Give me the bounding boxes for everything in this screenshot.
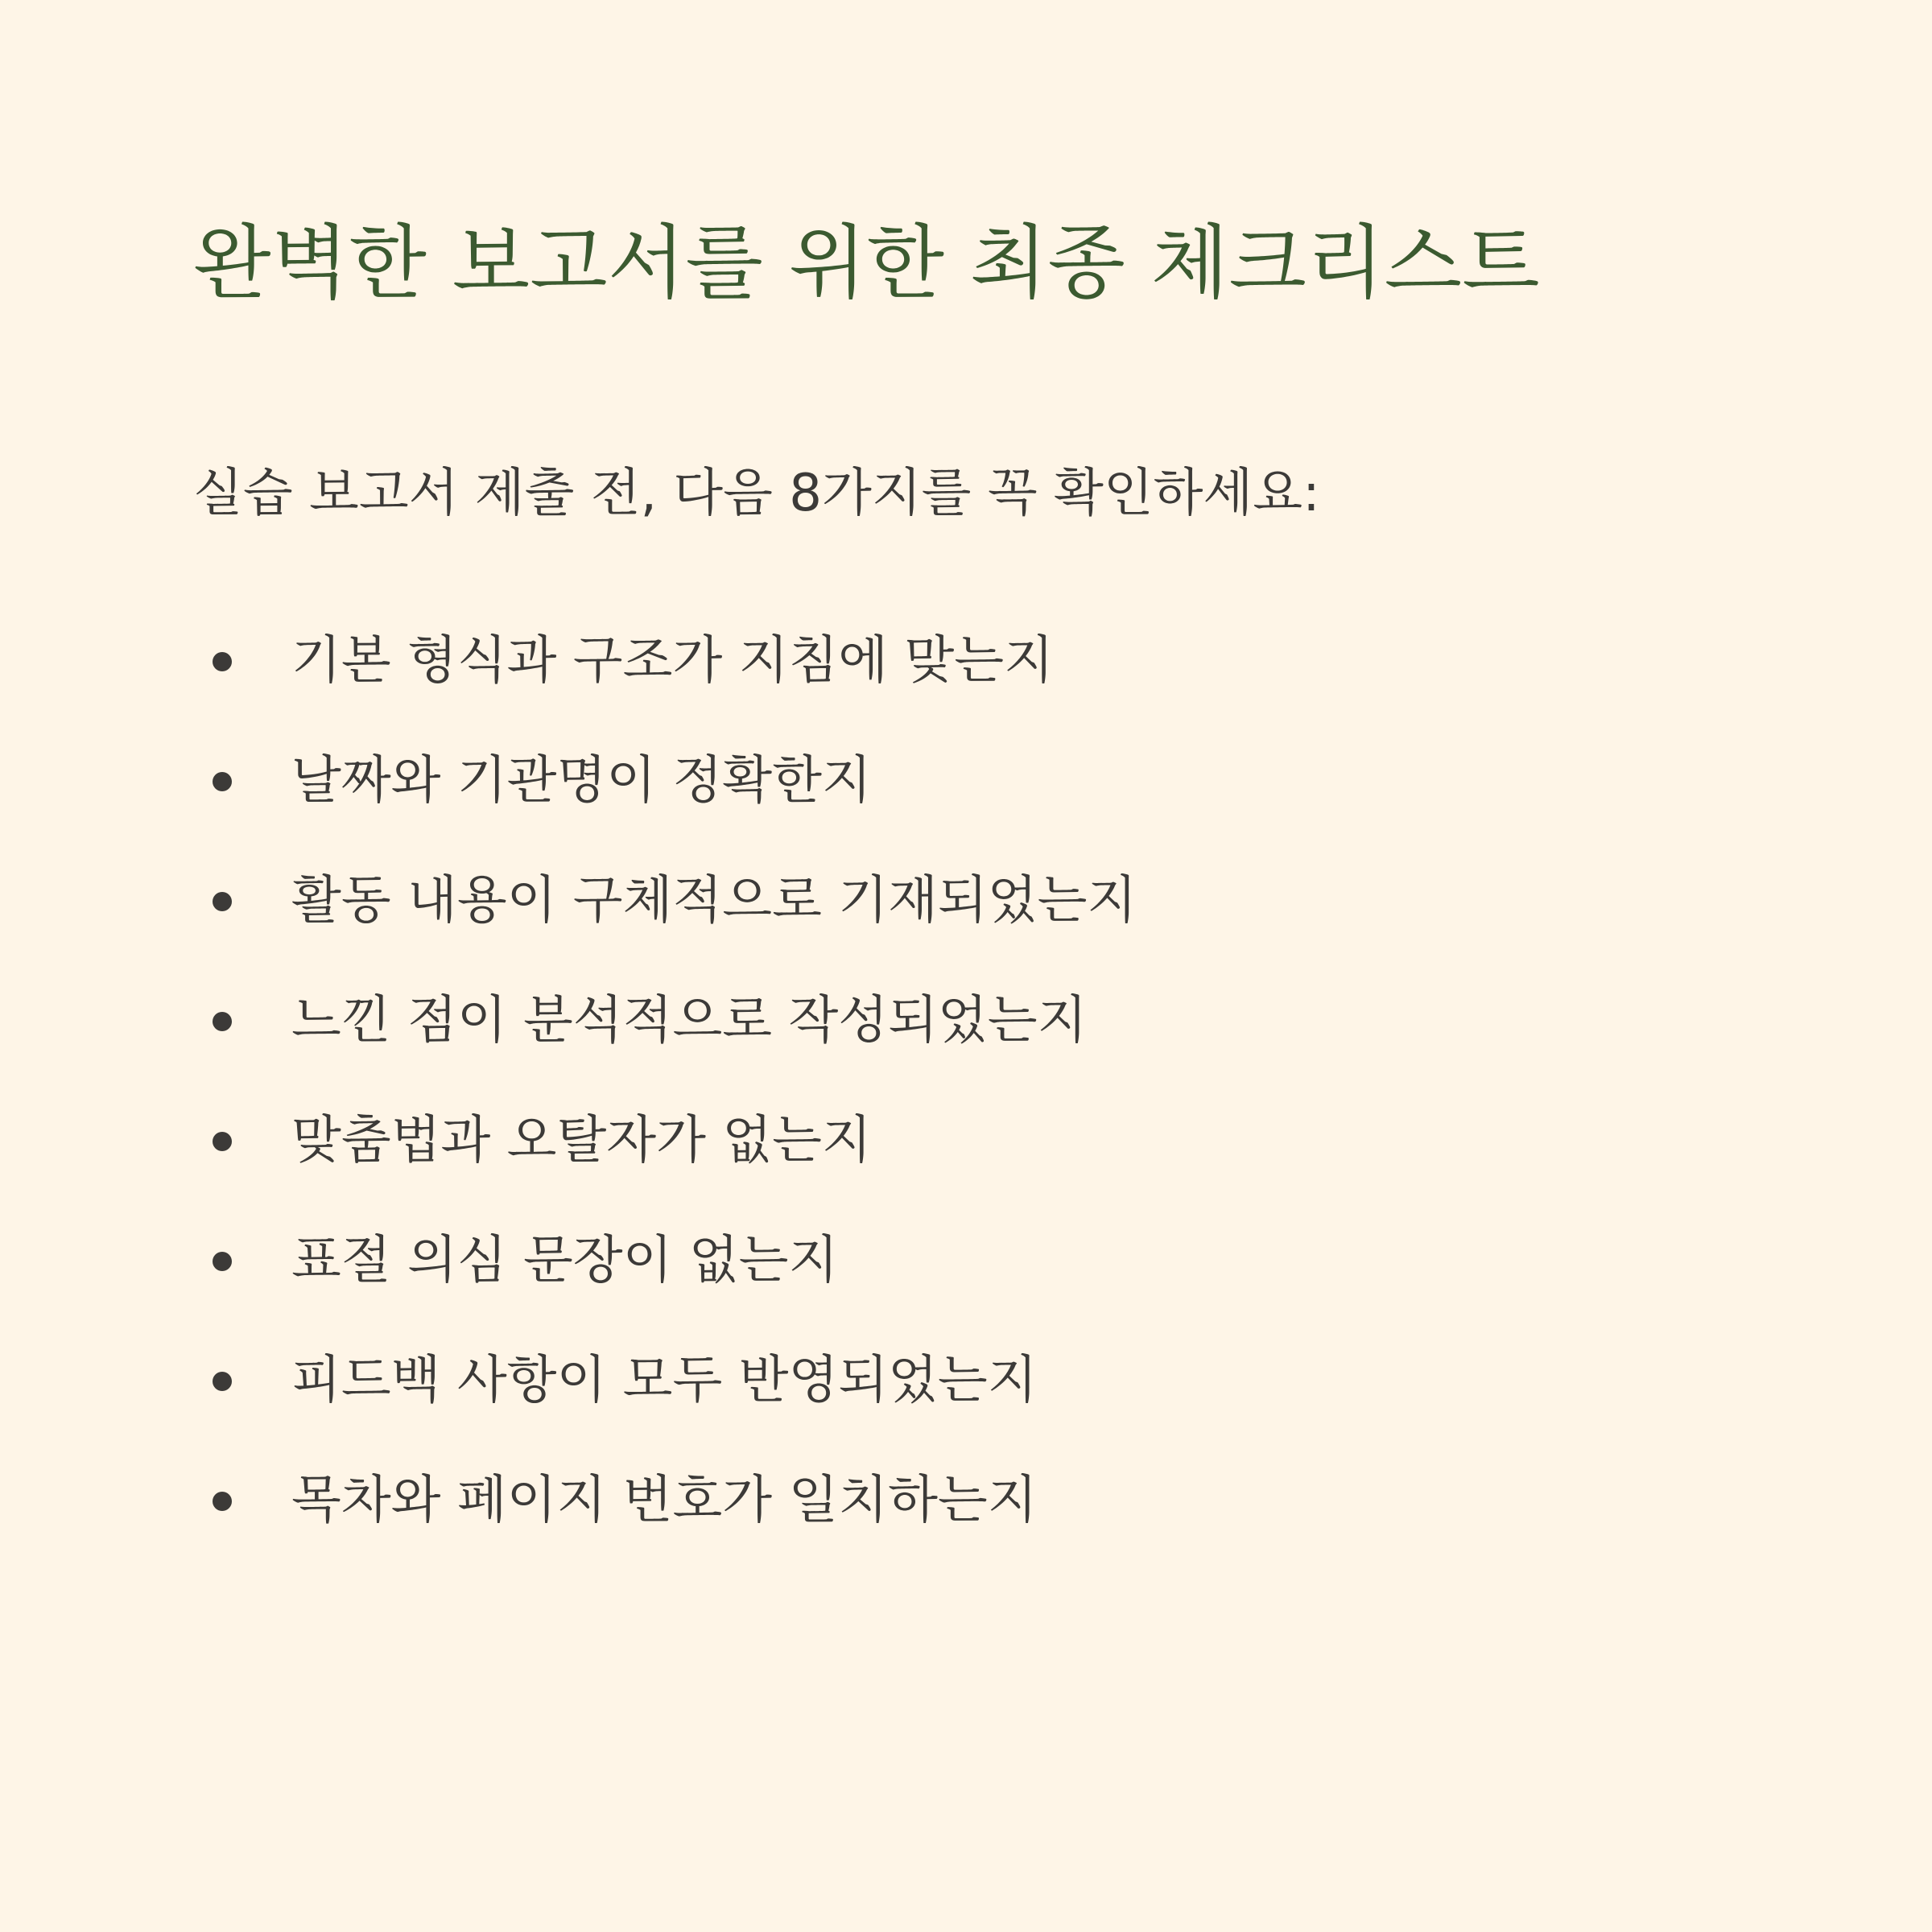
- bullet-icon: [213, 652, 232, 671]
- checklist-item-text: 느낀 점이 분석적으로 작성되었는지: [291, 991, 1088, 1051]
- intro-text: 실습 보고서 제출 전, 다음 8가지를 꼭 확인하세요:: [193, 464, 1320, 523]
- bullet-icon: [213, 1132, 232, 1151]
- bullet-icon: [213, 1252, 232, 1271]
- checklist-item-text: 날짜와 기관명이 정확한지: [291, 751, 872, 811]
- checklist-item-text: 기본 형식과 구조가 지침에 맞는지: [291, 631, 1054, 691]
- bullet-icon: [213, 772, 232, 791]
- checklist-item-text: 피드백 사항이 모두 반영되었는지: [291, 1351, 1038, 1410]
- checklist-item-text: 맞춤법과 오탈자가 없는지: [291, 1111, 872, 1170]
- checklist-item-text: 활동 내용이 구체적으로 기재되었는지: [291, 871, 1137, 931]
- bullet-icon: [213, 1012, 232, 1031]
- bullet-icon: [213, 892, 232, 911]
- page-title: 완벽한 보고서를 위한 최종 체크리스트: [193, 216, 1540, 310]
- checklist-item-text: 목차와 페이지 번호가 일치하는지: [291, 1471, 1038, 1530]
- checklist-item-text: 표절 의심 문장이 없는지: [291, 1231, 839, 1290]
- bullet-icon: [213, 1492, 232, 1511]
- bullet-icon: [213, 1372, 232, 1391]
